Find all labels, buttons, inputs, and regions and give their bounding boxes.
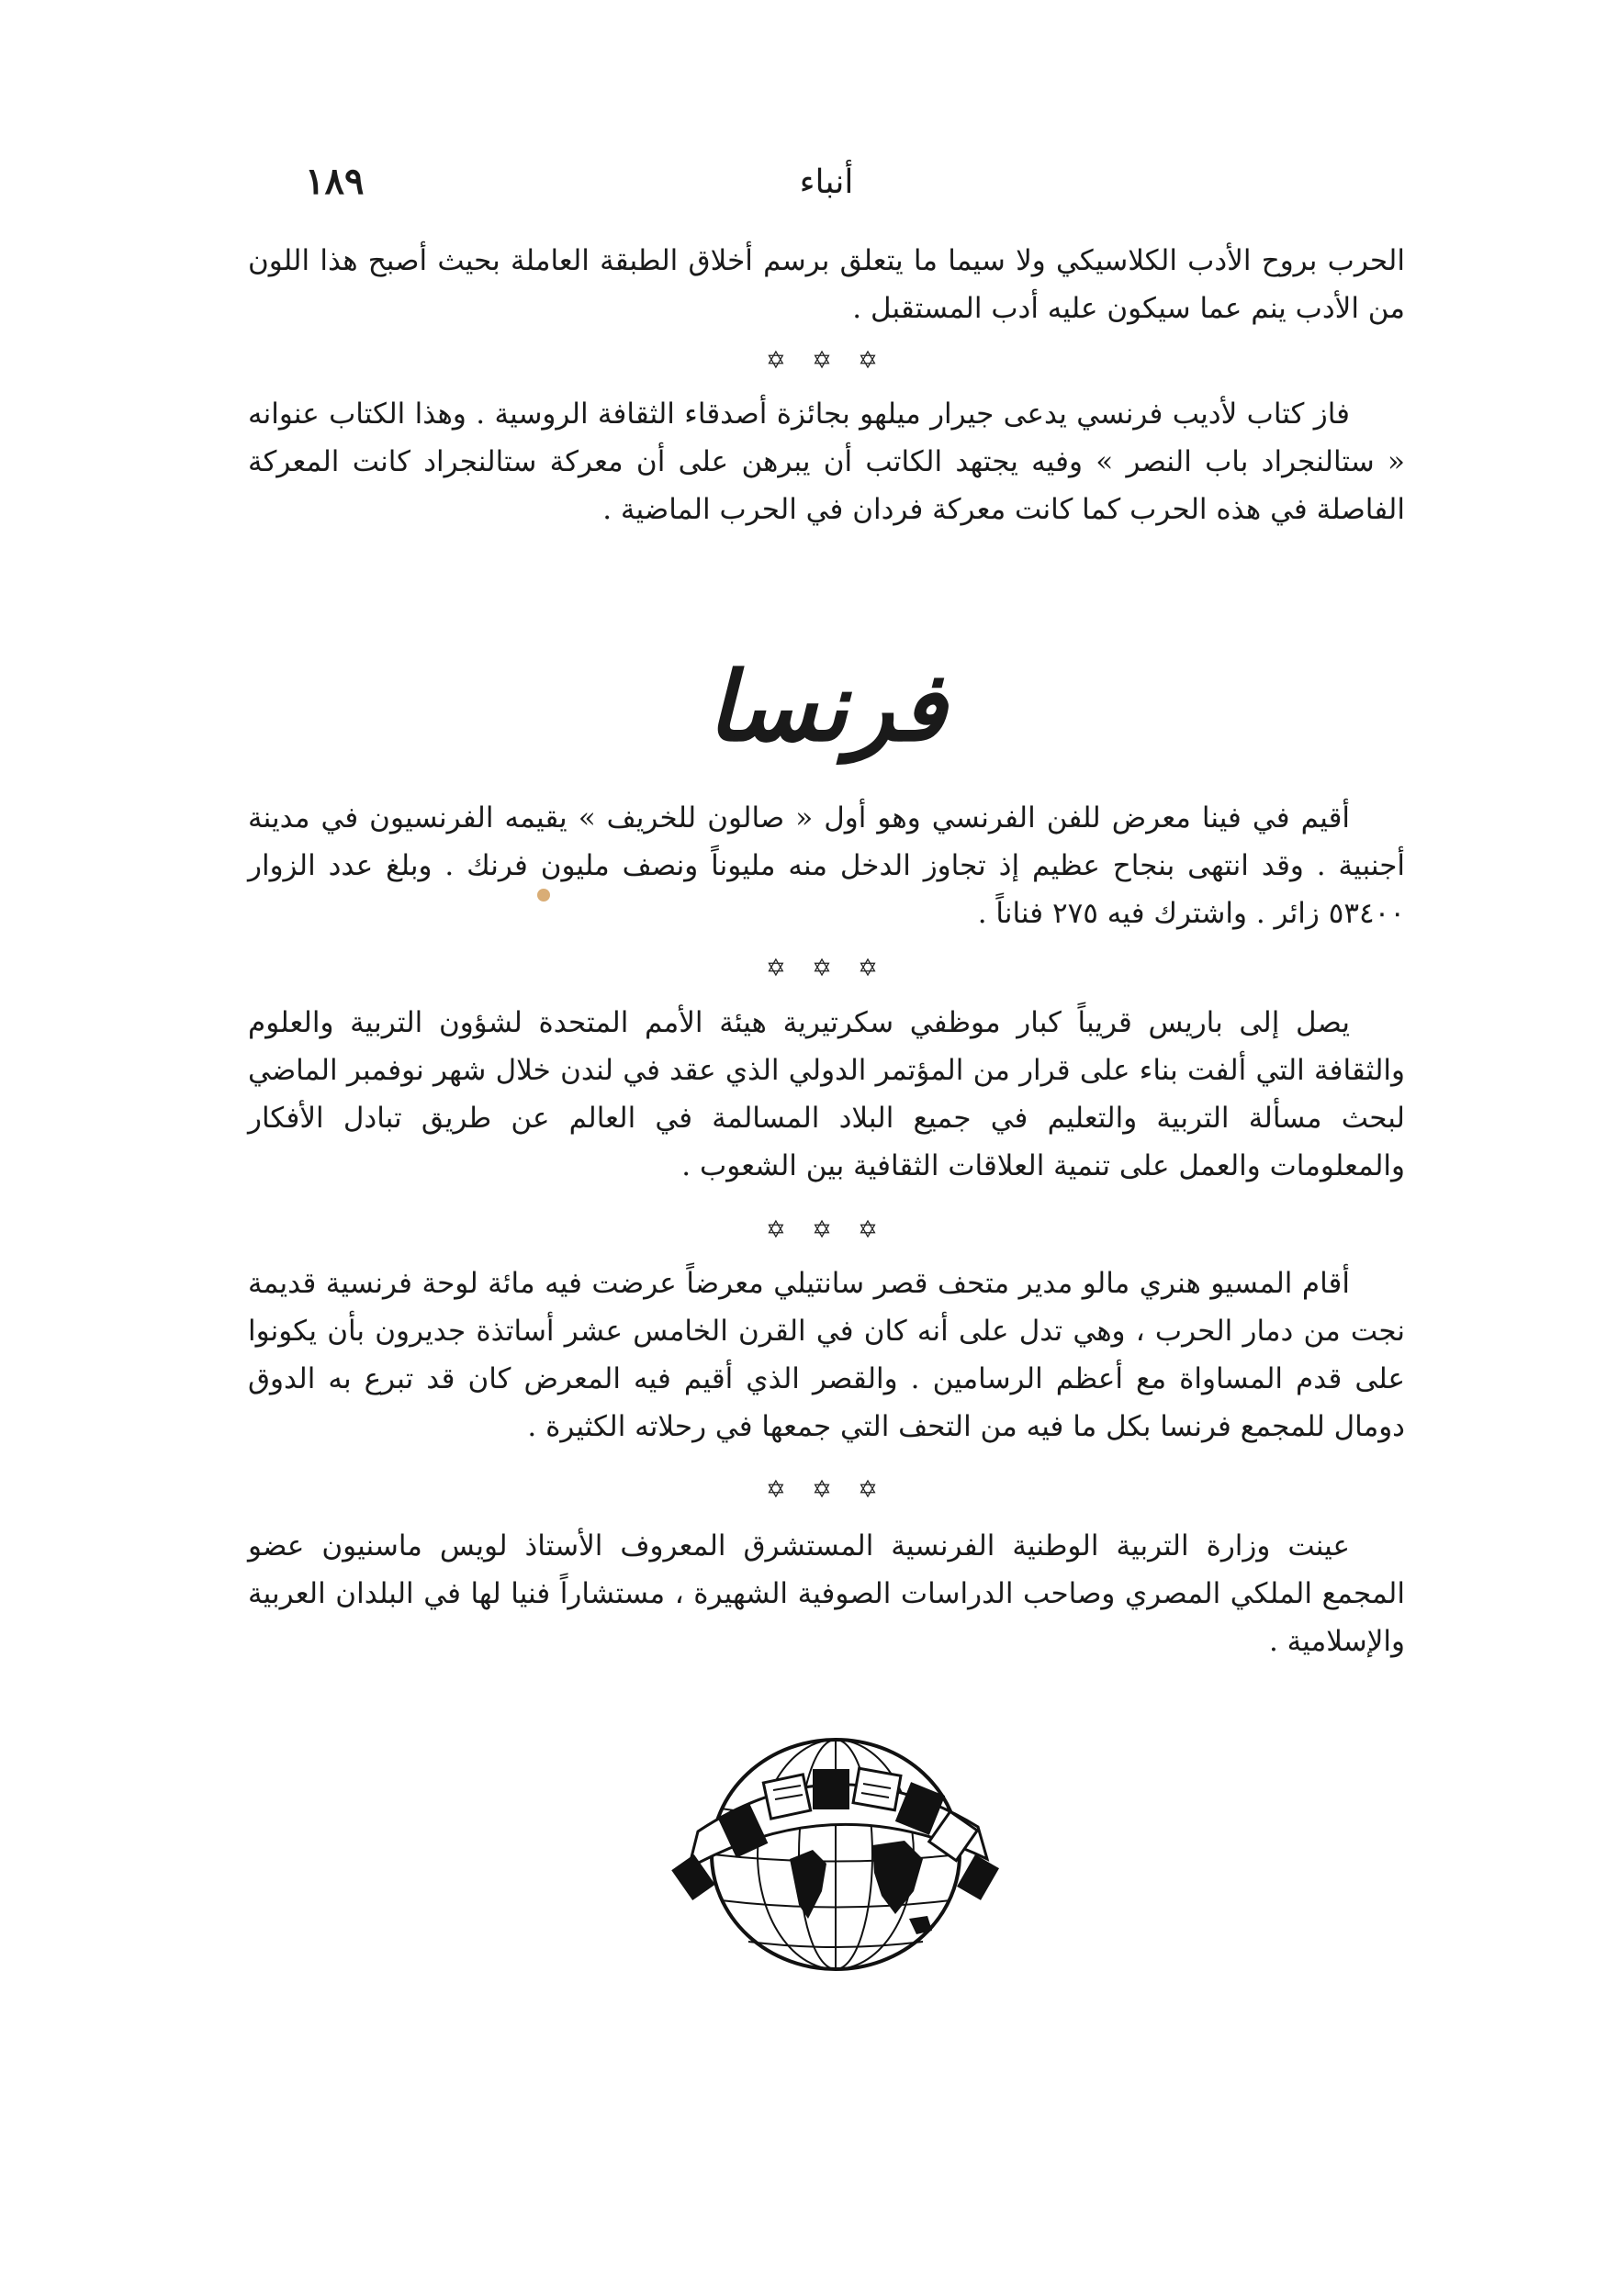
separator-stars: ✡ ✡ ✡ xyxy=(766,955,887,982)
page-number: ١٨٩ xyxy=(305,160,365,203)
paragraph-text: الحرب بروح الأدب الكلاسيكي ولا سيما ما يتعلق برسم أخلاق الطبقة العاملة بحيث أصبح هذا اللون من الأدب ينم عما سيكون عليه أدب المستقبل . xyxy=(248,244,1405,325)
paper-speck xyxy=(537,889,550,902)
paragraph-text: فاز كتاب لأديب فرنسي يدعى جيرار ميلهو بجائزة أصدقاء الثقافة الروسية . وهذا الكتاب عنوانه « ستالنجراد باب النصر » وفيه يجتهد الكاتب أن يبرهن على أن معركة ستالنجراد كانت المعركة الفاصلة في هذه الحرب كما كانت معركة فردان في الحرب الماضية . xyxy=(248,398,1405,526)
globe-with-books-icon xyxy=(661,1721,1010,1978)
intro-paragraph-1 xyxy=(248,237,1405,332)
running-title: أنباء xyxy=(799,163,854,201)
section-paragraph-2 xyxy=(248,999,1405,1190)
page-header xyxy=(248,154,1405,218)
separator-stars: ✡ ✡ ✡ xyxy=(766,1216,887,1244)
intro-paragraph-2 xyxy=(248,390,1405,533)
paragraph-text: عينت وزارة التربية الوطنية الفرنسية المستشرق المعروف الأستاذ لويس ماسنيون عضو المجمع الملكي المصري وصاحب الدراسات الصوفية الشهيرة ، مستشاراً فنيا لها في البلدان العربية والإسلامية . xyxy=(248,1529,1405,1658)
separator-stars: ✡ ✡ ✡ xyxy=(766,347,887,375)
paragraph-text: أقام المسيو هنري مالو مدير متحف قصر سانتيلي معرضاً عرضت فيه مائة لوحة فرنسية قديمة نجت من دمار الحرب ، وهي تدل على أنه كان في القرن الخامس عشر أساتذة جديرون بأن يكونوا على قدم المساواة مع أعظم الرسامين . والقصر الذي أقيم فيه المعرض كان قد تبرع به الدوق دومال للمجمع فرنسا بكل ما فيه من التحف التي جمعها في رحلاته الكثيرة . xyxy=(248,1267,1405,1443)
paragraph-text: يصل إلى باريس قريباً كبار موظفي سكرتيرية هيئة الأمم المتحدة لشؤون التربية والعلوم والثقافة التي ألفت بناء على قرار من المؤتمر الدولي الذي عقد في لندن خلال شهر نوفمبر الماضي لبحث مسألة التربية والتعليم في جميع البلاد المسالمة في العالم عن طريق تبادل الأفكار والمعلومات والعمل على تنمية العلاقات الثقافية بين الشعوب . xyxy=(248,1006,1405,1182)
section-paragraph-1 xyxy=(248,794,1405,937)
section-paragraph-4 xyxy=(248,1522,1405,1665)
section-paragraph-3 xyxy=(248,1260,1405,1450)
separator-stars: ✡ ✡ ✡ xyxy=(766,1476,887,1504)
section-heading: فرنسا xyxy=(706,650,947,763)
paragraph-text: أقيم في فينا معرض للفن الفرنسي وهو أول « صالون للخريف » يقيمه الفرنسيون في مدينة أجنبية . وقد انتهى بنجاح عظيم إذ تجاوز الدخل منه مليوناً ونصف مليون فرنك . وبلغ عدد الزوار ٥٣٤٠٠ زائر . واشترك فيه ٢٧٥ فناناً . xyxy=(248,801,1405,930)
